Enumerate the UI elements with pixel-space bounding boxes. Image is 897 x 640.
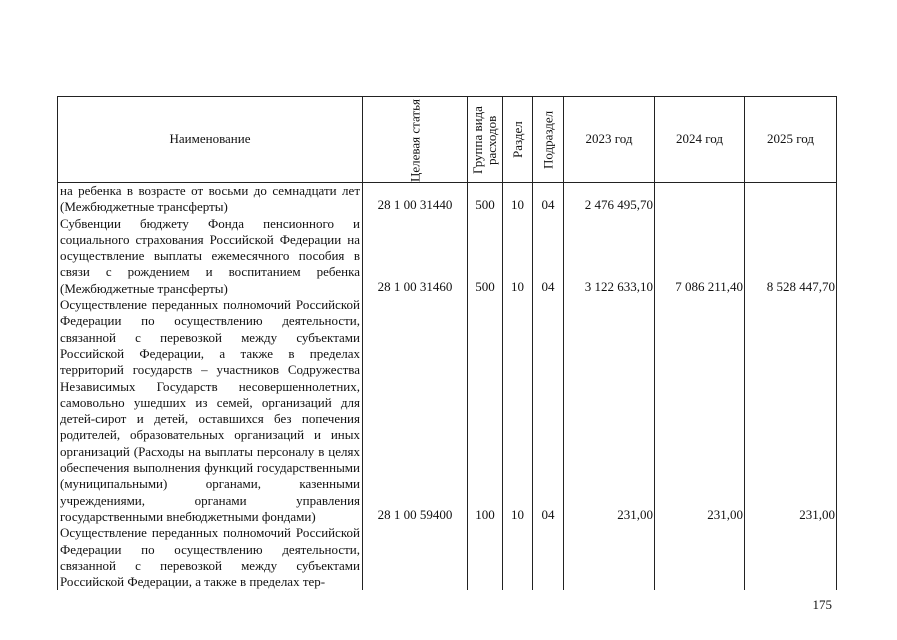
table-row — [58, 183, 837, 216]
row-name: Осуществление переданных полномочий Российской Федерации по осуществлению деятельности, связанной с перевозкой между субъектами Российской Федерации, а также в пределах территорий государств – участников Содружества Независимых Государств несовершеннолетних, самовольно ушедших из семей, организаций для детей-сирот и детей, оставшихся без попечения родителей, образовательных организаций и иных организаций (Расходы на выплаты персоналу в целях обеспечения выполнения функций государственными (муниципальными) органами, казенными учреждениями, органами управления государственными внебюджетными фондами) — [58, 297, 363, 525]
row-section — [503, 525, 533, 590]
header-section: Раздел — [503, 97, 533, 183]
table-row — [58, 297, 837, 525]
header-name: Наименование — [58, 97, 363, 183]
row-subsection: 04 — [533, 183, 564, 216]
row-2024: 7 086 211,40 — [655, 216, 745, 297]
header-2024: 2024 год — [655, 97, 745, 183]
row-code: 28 1 00 31440 — [363, 183, 468, 216]
header-target-article: Целевая статья — [363, 97, 468, 183]
row-name: на ребенка в возрасте от восьми до семнадцати лет (Межбюджетные трансферты) — [58, 183, 363, 216]
row-2023: 231,00 — [564, 297, 655, 525]
row-group: 500 — [468, 216, 503, 297]
row-2023: 3 122 633,10 — [564, 216, 655, 297]
row-group — [468, 525, 503, 590]
row-2025: 8 528 447,70 — [745, 216, 837, 297]
row-section: 10 — [503, 216, 533, 297]
page-number: 175 — [812, 597, 832, 612]
table-row — [58, 216, 837, 297]
row-subsection — [533, 525, 564, 590]
row-section: 10 — [503, 297, 533, 525]
header-row — [58, 97, 837, 183]
row-code — [363, 525, 468, 590]
row-2024 — [655, 183, 745, 216]
header-2023: 2023 год — [564, 97, 655, 183]
row-2025 — [745, 183, 837, 216]
header-expense-group: Группа вида расходов — [468, 97, 503, 183]
row-2025: 231,00 — [745, 297, 837, 525]
header-subsection: Подраздел — [533, 97, 564, 183]
budget-table — [57, 96, 837, 590]
header-2025: 2025 год — [745, 97, 837, 183]
row-2024: 231,00 — [655, 297, 745, 525]
table-row — [58, 525, 837, 590]
row-section: 10 — [503, 183, 533, 216]
row-subsection: 04 — [533, 297, 564, 525]
row-group: 500 — [468, 183, 503, 216]
row-name: Осуществление переданных полномочий Российской Федерации по осуществлению деятельности, связанной с перевозкой между субъектами Российской Федерации, а также в пределах тер- — [58, 525, 363, 590]
row-code: 28 1 00 59400 — [363, 297, 468, 525]
row-code: 28 1 00 31460 — [363, 216, 468, 297]
row-subsection: 04 — [533, 216, 564, 297]
row-2023 — [564, 525, 655, 590]
row-2023: 2 476 495,70 — [564, 183, 655, 216]
row-name: Субвенции бюджету Фонда пенсионного и социального страхования Российской Федерации на осуществление выплаты ежемесячного пособия в связи с рождением и воспитанием ребенка (Межбюджетные трансферты) — [58, 216, 363, 297]
row-2024 — [655, 525, 745, 590]
row-2025 — [745, 525, 837, 590]
row-group: 100 — [468, 297, 503, 525]
